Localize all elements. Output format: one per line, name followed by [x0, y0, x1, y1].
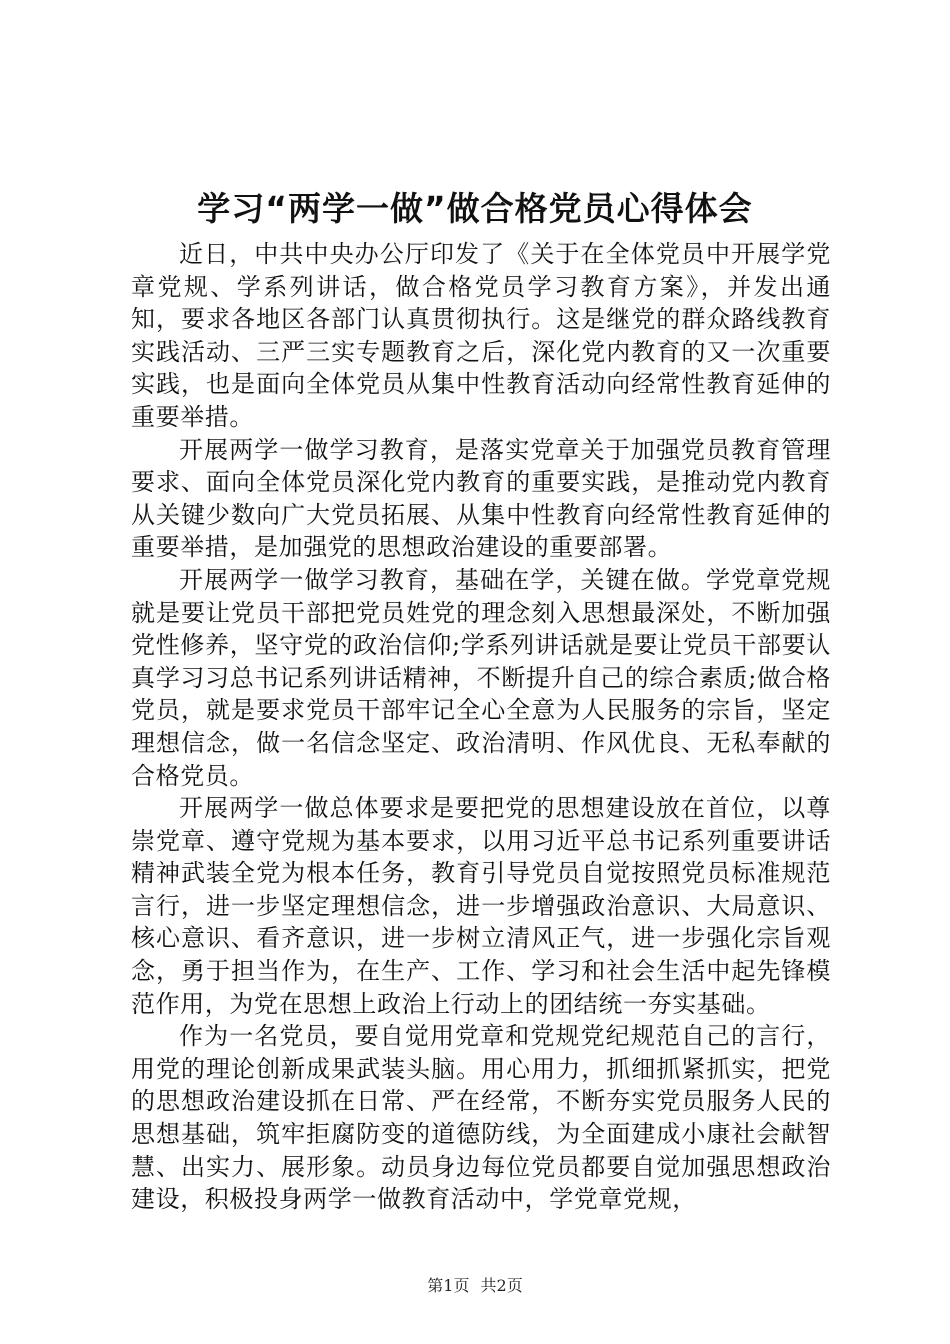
paragraph-4: 开展两学一做总体要求是要把党的思想建设放在首位，以尊崇党章、遵守党规为基本要求，以用习近平总书记系列重要讲话精神武装全党为根本任务，教育引导党员自觉按照党员标准规范言行，进一步坚定理想信念，进一步增强政治意识、大局意识、核心意识、看齐意识，进一步树立清风正气，进一步强化宗旨观念，勇于担当作为，在生产、工作、学习和社会生活中起先锋模范作用，为党在思想上政治上行动上的团结统一夯实基础。: [131, 794, 831, 1018]
paragraph-3: 开展两学一做学习教育，基础在学，关键在做。学党章党规就是要让党员干部把党员姓党的理念刻入思想最深处，不断加强党性修养，坚守党的政治信仰;学系列讲话就是要让党员干部要认真学习习总书记系列讲话精神，不断提升自己的综合素质;做合格党员，就是要求党员干部牢记全心全意为人民服务的宗旨，坚定理想信念，做一名信念坚定、政治清明、作风优良、无私奉献的合格党员。: [131, 565, 831, 790]
document-body: [131, 238, 831, 1216]
paragraph-2: 开展两学一做学习教育，是落实党章关于加强党员教育管理要求、面向全体党员深化党内教育的重要实践，是推动党内教育从关键少数向广大党员拓展、从集中性教育向经常性教育延伸的重要举措，是加强党的思想政治建设的重要部署。: [131, 435, 831, 562]
paragraph-1: 近日，中共中央办公厅印发了《关于在全体党员中开展学党章党规、学系列讲话，做合格党员学习教育方案》，并发出通知，要求各地区各部门认真贯彻执行。这是继党的群众路线教育实践活动、三严三实专题教育之后，深化党内教育的又一次重要实践，也是面向全体党员从集中性教育活动向经常性教育延伸的重要举措。: [131, 240, 831, 431]
paragraph-5: 作为一名党员，要自觉用党章和党规党纪规范自己的言行，用党的理论创新成果武装头脑。用心用力，抓细抓紧抓实，把党的思想政治建设抓在日常、严在经常，不断夯实党员服务人民的思想基础，筑牢拒腐防变的道德防线，为全面建成小康社会献智慧、出实力、展形象。动员身边每位党员都要自觉加强思想政治建设，积极投身两学一做教育活动中，学党章党规，: [131, 1022, 831, 1214]
page-number: 第1页: [427, 1276, 470, 1295]
page-footer: [0, 1274, 950, 1298]
page-total: 共2页: [480, 1276, 523, 1295]
document-title: 学习“两学一做”做合格党员心得体会: [197, 189, 753, 228]
